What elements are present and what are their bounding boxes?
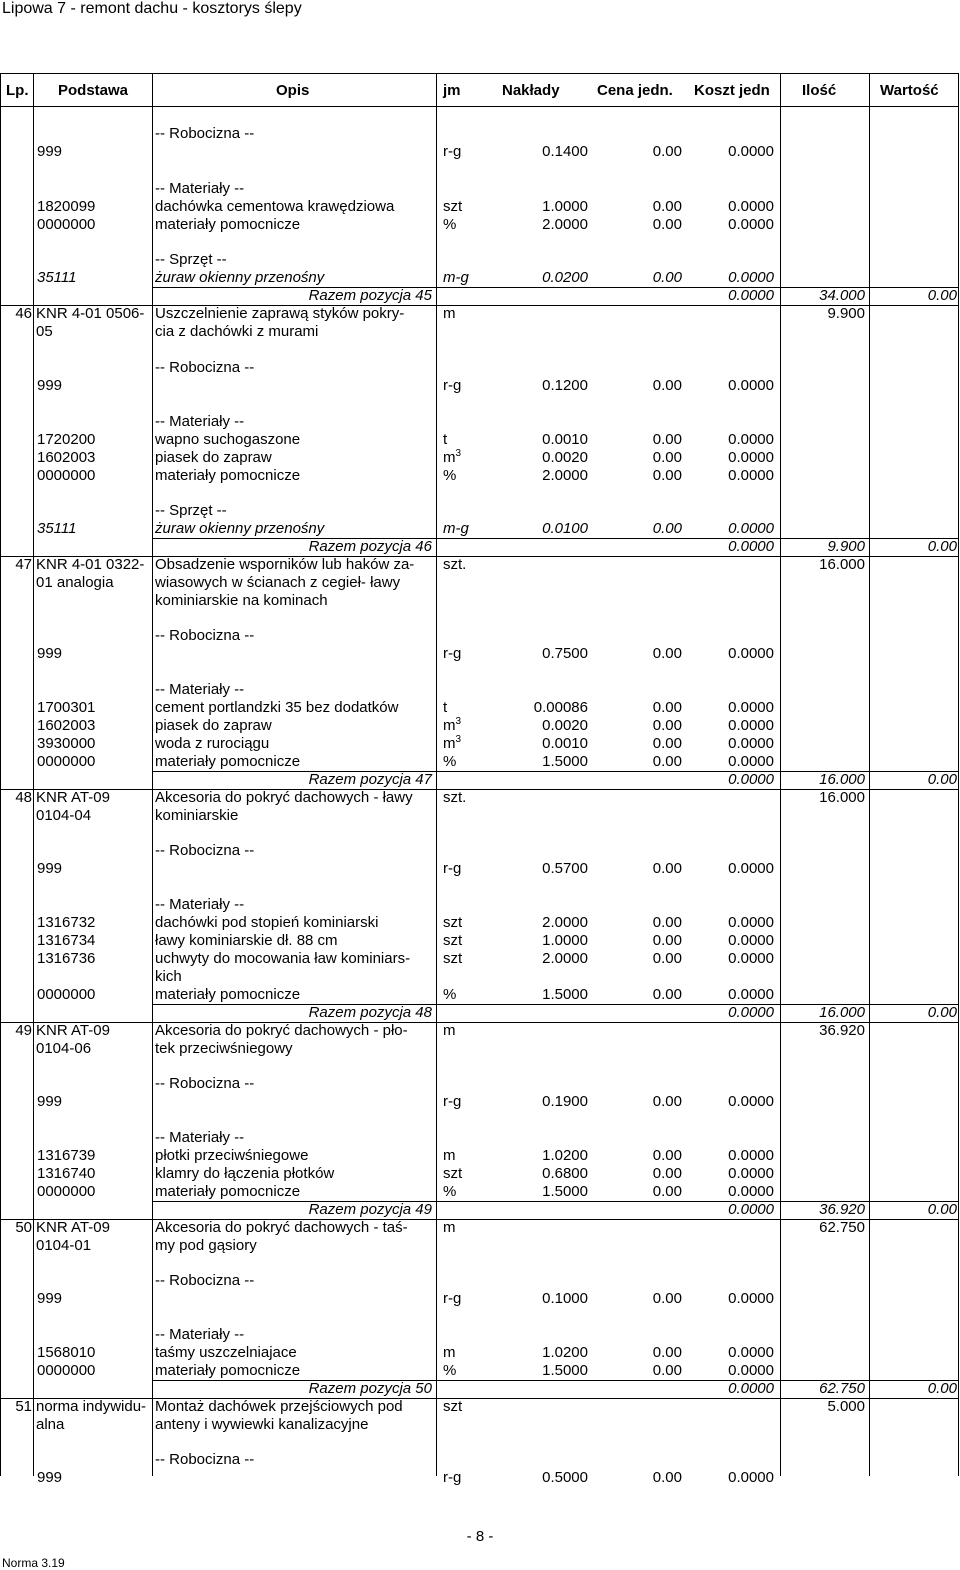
resource-naklad: 0.0020: [542, 717, 588, 734]
resource-unit-cost: 0.0000: [728, 950, 774, 967]
resource-code: 35111: [37, 269, 77, 286]
section-heading: -- Robocizna --: [155, 842, 255, 859]
resource-unit-cost: 0.0000: [728, 860, 774, 877]
resource-description: płotki przeciwśniegowe: [155, 1147, 309, 1164]
table-header: [0, 73, 958, 107]
position-number: 50: [15, 1219, 32, 1236]
position-basis: KNR AT-09: [36, 789, 110, 806]
resource-price: 0.00: [652, 699, 682, 716]
col-jm: jm: [443, 82, 461, 99]
position-total-cost: 0.0000: [728, 1201, 774, 1218]
position-total-label: Razem pozycja 46: [308, 538, 432, 555]
resource-code: 999: [37, 645, 63, 662]
resource-naklad: 0.1900: [542, 1093, 588, 1110]
resource-naklad: 0.5000: [542, 1469, 588, 1486]
resource-unit: szt: [443, 198, 463, 215]
position-basis: KNR AT-09: [36, 1219, 110, 1236]
col-opis: Opis: [276, 82, 310, 99]
section-heading: -- Robocizna --: [155, 1272, 255, 1289]
resource-unit: %: [443, 986, 457, 1003]
resource-description: materiały pomocnicze: [155, 986, 301, 1003]
position-description: Akcesoria do pokryć dachowych - taś-: [155, 1219, 408, 1236]
resource-naklad: 1.0000: [542, 932, 588, 949]
resource-description: materiały pomocnicze: [155, 1362, 301, 1379]
position-total-value: 0.00: [927, 1004, 957, 1021]
cost-table-body: [0, 105, 960, 1486]
resource-unit: szt: [443, 914, 463, 931]
position-total-cost: 0.0000: [728, 1380, 774, 1397]
resource-description: materiały pomocnicze: [155, 467, 301, 484]
resource-unit-cost: 0.0000: [728, 1290, 774, 1307]
resource-price: 0.00: [652, 1469, 682, 1486]
position-description: kominiarskie: [155, 807, 239, 824]
resource-unit: t: [443, 431, 448, 448]
resource-unit: m: [443, 1344, 456, 1361]
section-heading: -- Materiały --: [155, 1326, 245, 1343]
page-number: - 8 -: [466, 1528, 494, 1545]
resource-unit: m-g: [443, 269, 469, 286]
resource-price: 0.00: [652, 143, 682, 160]
position-unit: szt.: [443, 556, 467, 573]
position-total-qty: 9.900: [827, 538, 865, 555]
resource-price: 0.00: [652, 449, 682, 466]
resource-description: materiały pomocnicze: [155, 753, 301, 770]
resource-code: 999: [37, 377, 63, 394]
section-heading: -- Robocizna --: [155, 627, 255, 644]
resource-description: wapno suchogaszone: [155, 431, 301, 448]
resource-price: 0.00: [652, 1290, 682, 1307]
resource-description: piasek do zapraw: [155, 717, 272, 734]
section-heading: -- Sprzęt --: [155, 502, 227, 519]
position-basis: KNR 4-01 0506-: [36, 305, 145, 322]
resource-price: 0.00: [652, 198, 682, 215]
position-number: 47: [15, 556, 32, 573]
resource-description: dachówki pod stopień kominiarski: [155, 914, 379, 931]
resource-naklad: 0.6800: [542, 1165, 588, 1182]
resource-code: 0000000: [37, 753, 96, 770]
unit-exponent: 3: [455, 716, 462, 727]
position-quantity: 36.920: [819, 1022, 865, 1039]
position-total-value: 0.00: [927, 287, 957, 304]
position-basis: KNR AT-09: [36, 1022, 110, 1039]
position-total-qty: 16.000: [819, 771, 865, 788]
resource-unit: m-g: [443, 520, 469, 537]
resource-code: 0000000: [37, 1183, 96, 1200]
position-total-cost: 0.0000: [728, 538, 774, 555]
resource-price: 0.00: [652, 860, 682, 877]
resource-description: woda z rurociągu: [155, 735, 270, 752]
position-basis: 05: [36, 323, 53, 340]
resource-unit-cost: 0.0000: [728, 1183, 774, 1200]
resource-unit: m: [443, 1147, 456, 1164]
resource-price: 0.00: [652, 735, 682, 752]
position-description: Obsadzenie wsporników lub haków za-: [155, 556, 415, 573]
unit-exponent: 3: [455, 448, 462, 459]
resource-naklad: 0.1400: [542, 143, 588, 160]
resource-unit: r-g: [443, 377, 462, 394]
position-unit: m: [443, 1219, 456, 1236]
resource-unit-cost: 0.0000: [728, 269, 774, 286]
resource-unit-cost: 0.0000: [728, 520, 774, 537]
resource-unit-cost: 0.0000: [728, 377, 774, 394]
resource-naklad: 2.0000: [542, 467, 588, 484]
position-total-label: Razem pozycja 45: [308, 287, 432, 304]
position-quantity: 9.900: [827, 305, 865, 322]
resource-naklad: 0.0020: [542, 449, 588, 466]
resource-description: żuraw okienny przenośny: [155, 520, 325, 537]
resource-unit: $m^3$: [443, 734, 462, 752]
resource-unit-cost: 0.0000: [728, 467, 774, 484]
resource-description: taśmy uszczelniajace: [155, 1344, 297, 1361]
resource-code: 1316740: [37, 1165, 96, 1182]
position-basis: alna: [36, 1416, 65, 1433]
position-quantity: 16.000: [819, 556, 865, 573]
resource-unit-cost: 0.0000: [728, 735, 774, 752]
resource-naklad: 0.1000: [542, 1290, 588, 1307]
position-description: wiasowych w ścianach z cegieł- ławy: [155, 574, 401, 591]
resource-price: 0.00: [652, 645, 682, 662]
resource-unit: r-g: [443, 645, 462, 662]
position-separator: [0, 1219, 958, 1220]
resource-naklad: 0.0010: [542, 735, 588, 752]
resource-code: 1720200: [37, 431, 96, 448]
position-total-label: Razem pozycja 49: [308, 1201, 432, 1218]
resource-code: 1568010: [37, 1344, 96, 1361]
resource-price: 0.00: [652, 269, 682, 286]
position-total-cost: 0.0000: [728, 771, 774, 788]
position-total-value: 0.00: [927, 1201, 957, 1218]
resource-unit-cost: 0.0000: [728, 645, 774, 662]
resource-price: 0.00: [652, 1344, 682, 1361]
col-cena: Cena jedn.: [597, 82, 673, 99]
position-total-value: 0.00: [927, 771, 957, 788]
resource-description: klamry do łączenia płotków: [155, 1165, 335, 1182]
resource-unit-cost: 0.0000: [728, 1469, 774, 1486]
resource-unit-cost: 0.0000: [728, 932, 774, 949]
position-basis: 0104-06: [36, 1040, 92, 1057]
position-total-cost: 0.0000: [728, 1004, 774, 1021]
position-total-label: Razem pozycja 48: [308, 1004, 432, 1021]
resource-description: piasek do zapraw: [155, 449, 272, 466]
section-heading: -- Materiały --: [155, 896, 245, 913]
resource-unit-cost: 0.0000: [728, 717, 774, 734]
section-heading: -- Sprzęt --: [155, 251, 227, 268]
position-total-value: 0.00: [927, 1380, 957, 1397]
col-lp: Lp.: [6, 82, 29, 99]
resource-price: 0.00: [652, 216, 682, 233]
resource-code: 1316739: [37, 1147, 96, 1164]
resource-description: kich: [155, 968, 182, 985]
resource-naklad: 0.7500: [542, 645, 588, 662]
resource-price: 0.00: [652, 753, 682, 770]
resource-unit: r-g: [443, 1290, 462, 1307]
col-wartosc: Wartość: [880, 82, 939, 99]
resource-unit-cost: 0.0000: [728, 143, 774, 160]
resource-unit: %: [443, 1362, 457, 1379]
resource-code: 1316732: [37, 914, 96, 931]
position-separator: [0, 789, 958, 790]
resource-code: 0000000: [37, 986, 96, 1003]
resource-code: 999: [37, 1290, 63, 1307]
position-total-cost: 0.0000: [728, 287, 774, 304]
resource-unit: %: [443, 1183, 457, 1200]
resource-naklad: 1.5000: [542, 1362, 588, 1379]
position-unit: szt.: [443, 789, 467, 806]
position-unit: m: [443, 305, 456, 322]
resource-price: 0.00: [652, 950, 682, 967]
position-basis: KNR 4-01 0322-: [36, 556, 145, 573]
resource-unit-cost: 0.0000: [728, 216, 774, 233]
section-heading: -- Robocizna --: [155, 359, 255, 376]
resource-code: 0000000: [37, 467, 96, 484]
resource-code: 1316734: [37, 932, 96, 949]
position-number: 51: [15, 1398, 32, 1415]
position-basis: norma indywidu-: [36, 1398, 147, 1415]
resource-unit: r-g: [443, 143, 462, 160]
resource-price: 0.00: [652, 467, 682, 484]
position-description: cia z dachówki z murami: [155, 323, 319, 340]
resource-price: 0.00: [652, 914, 682, 931]
position-description: anteny i wywiewki kanalizacyjne: [155, 1416, 369, 1433]
col-ilosc: Ilość: [802, 82, 837, 99]
resource-naklad: 1.5000: [542, 753, 588, 770]
position-basis: 01 analogia: [36, 574, 114, 591]
resource-unit: %: [443, 216, 457, 233]
resource-code: 1316736: [37, 950, 96, 967]
resource-unit: r-g: [443, 860, 462, 877]
col-koszt: Koszt jedn: [694, 82, 770, 99]
resource-naklad: 0.00086: [533, 699, 588, 716]
resource-unit: r-g: [443, 1469, 462, 1486]
position-total-qty: 16.000: [819, 1004, 865, 1021]
position-number: 46: [15, 305, 32, 322]
resource-naklad: 2.0000: [542, 914, 588, 931]
section-heading: -- Materiały --: [155, 681, 245, 698]
resource-naklad: 0.0200: [542, 269, 588, 286]
resource-unit-cost: 0.0000: [728, 1362, 774, 1379]
document-title: Lipowa 7 - remont dachu - kosztorys ślepy: [2, 0, 302, 17]
resource-code: 35111: [37, 520, 77, 537]
position-total-qty: 34.000: [819, 287, 865, 304]
resource-unit: r-g: [443, 1093, 462, 1110]
resource-unit-cost: 0.0000: [728, 753, 774, 770]
resource-unit: $m^3$: [443, 448, 462, 466]
resource-price: 0.00: [652, 377, 682, 394]
resource-price: 0.00: [652, 1183, 682, 1200]
position-description: Akcesoria do pokryć dachowych - ławy: [155, 789, 413, 806]
resource-unit-cost: 0.0000: [728, 699, 774, 716]
resource-description: materiały pomocnicze: [155, 1183, 301, 1200]
position-unit: m: [443, 1022, 456, 1039]
resource-unit-cost: 0.0000: [728, 198, 774, 215]
resource-code: 999: [37, 143, 63, 160]
section-heading: -- Materiały --: [155, 413, 245, 430]
resource-unit: %: [443, 467, 457, 484]
position-unit: szt: [443, 1398, 463, 1415]
position-description: my pod gąsiory: [155, 1237, 257, 1254]
resource-unit-cost: 0.0000: [728, 914, 774, 931]
section-heading: -- Robocizna --: [155, 125, 255, 142]
resource-unit-cost: 0.0000: [728, 1093, 774, 1110]
resource-naklad: 1.5000: [542, 1183, 588, 1200]
col-naklady: Nakłady: [502, 82, 560, 99]
resource-unit-cost: 0.0000: [728, 1165, 774, 1182]
resource-unit: szt: [443, 932, 463, 949]
position-total-label: Razem pozycja 47: [308, 771, 432, 788]
position-description: kominiarskie na kominach: [155, 592, 328, 609]
resource-naklad: 2.0000: [542, 216, 588, 233]
position-number: 48: [15, 789, 32, 806]
resource-price: 0.00: [652, 932, 682, 949]
resource-naklad: 0.0010: [542, 431, 588, 448]
resource-unit: szt: [443, 1165, 463, 1182]
section-heading: -- Materiały --: [155, 180, 245, 197]
resource-naklad: 0.0100: [542, 520, 588, 537]
resource-description: ławy kominiarskie dł. 88 cm: [155, 932, 338, 949]
resource-price: 0.00: [652, 520, 682, 537]
position-basis: 0104-04: [36, 807, 92, 824]
resource-unit: szt: [443, 950, 463, 967]
resource-price: 0.00: [652, 1147, 682, 1164]
resource-price: 0.00: [652, 986, 682, 1003]
resource-code: 1602003: [37, 717, 96, 734]
position-description: Akcesoria do pokryć dachowych - pło-: [155, 1022, 408, 1039]
resource-unit-cost: 0.0000: [728, 986, 774, 1003]
position-quantity: 62.750: [819, 1219, 865, 1236]
resource-unit-cost: 0.0000: [728, 431, 774, 448]
section-heading: -- Robocizna --: [155, 1451, 255, 1468]
position-total-qty: 62.750: [819, 1380, 865, 1397]
resource-price: 0.00: [652, 1093, 682, 1110]
resource-price: 0.00: [652, 431, 682, 448]
resource-code: 1602003: [37, 449, 96, 466]
resource-price: 0.00: [652, 1165, 682, 1182]
resource-price: 0.00: [652, 717, 682, 734]
position-quantity: 5.000: [827, 1398, 865, 1415]
resource-unit-cost: 0.0000: [728, 1147, 774, 1164]
resource-code: 999: [37, 860, 63, 877]
resource-code: 3930000: [37, 735, 96, 752]
resource-unit: $m^3$: [443, 716, 462, 734]
resource-naklad: 1.0000: [542, 198, 588, 215]
resource-unit-cost: 0.0000: [728, 449, 774, 466]
position-description: Uszczelnienie zaprawą styków pokry-: [155, 305, 405, 322]
position-description: tek przeciwśniegowy: [155, 1040, 293, 1057]
resource-unit: t: [443, 699, 448, 716]
resource-naklad: 1.0200: [542, 1147, 588, 1164]
resource-code: 1700301: [37, 699, 96, 716]
col-podstawa: Podstawa: [58, 82, 129, 99]
unit-exponent: 3: [455, 734, 462, 745]
resource-code: 999: [37, 1093, 63, 1110]
position-total-value: 0.00: [927, 538, 957, 555]
resource-code: 0000000: [37, 1362, 96, 1379]
resource-naklad: 2.0000: [542, 950, 588, 967]
resource-code: 1820099: [37, 198, 96, 215]
position-total-qty: 36.920: [819, 1201, 865, 1218]
position-quantity: 16.000: [819, 789, 865, 806]
resource-naklad: 0.5700: [542, 860, 588, 877]
resource-naklad: 0.1200: [542, 377, 588, 394]
resource-description: uchwyty do mocowania ław kominiars-: [155, 950, 411, 967]
resource-description: cement portlandzki 35 bez dodatków: [155, 699, 399, 716]
section-heading: -- Materiały --: [155, 1129, 245, 1146]
position-basis: 0104-01: [36, 1237, 92, 1254]
section-heading: -- Robocizna --: [155, 1075, 255, 1092]
resource-unit: %: [443, 753, 457, 770]
position-separator: [0, 1022, 958, 1023]
resource-description: materiały pomocnicze: [155, 216, 301, 233]
resource-naklad: 1.0200: [542, 1344, 588, 1361]
resource-code: 0000000: [37, 216, 96, 233]
position-total-label: Razem pozycja 50: [308, 1380, 432, 1397]
app-version: Norma 3.19: [2, 1556, 65, 1570]
resource-description: żuraw okienny przenośny: [155, 269, 325, 286]
resource-price: 0.00: [652, 1362, 682, 1379]
position-number: 49: [15, 1022, 32, 1039]
resource-naklad: 1.5000: [542, 986, 588, 1003]
position-description: Montaż dachówek przejściowych pod: [155, 1398, 403, 1415]
resource-code: 999: [37, 1469, 63, 1486]
resource-unit-cost: 0.0000: [728, 1344, 774, 1361]
resource-description: dachówka cementowa krawędziowa: [155, 198, 395, 215]
